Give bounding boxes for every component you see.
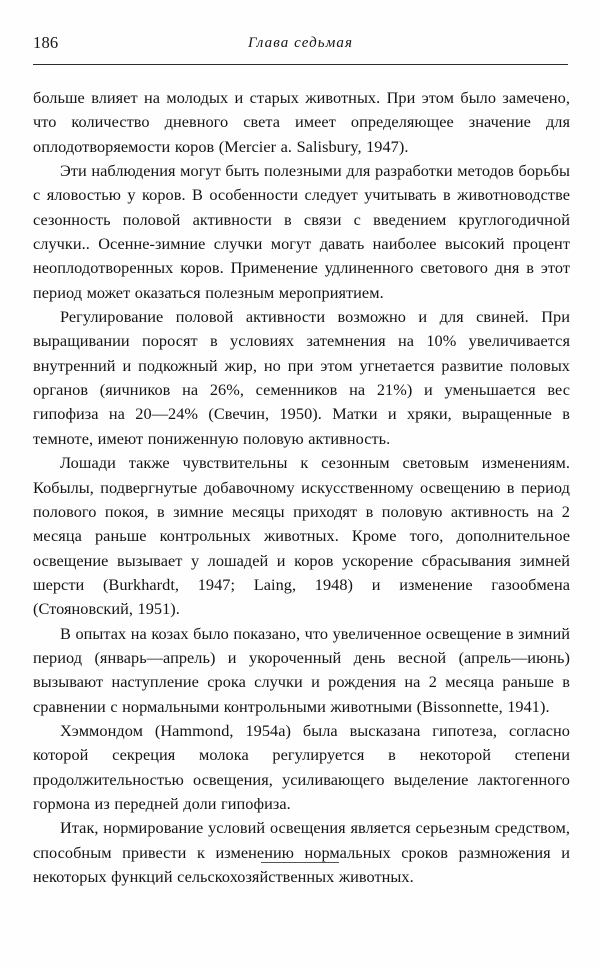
running-head bbox=[33, 33, 568, 57]
page-number: 186 bbox=[33, 33, 59, 52]
paragraph: Хэммондом (Hammond, 1954а) была высказана гипотеза, согласно которой секреция молока регулируется в некоторой степени продолжительностью освещения, усиливающего выделение лактогенного гормона из передней доли гипофиза. bbox=[33, 720, 570, 813]
header-rule bbox=[33, 64, 568, 65]
tail-ornament-rule bbox=[261, 862, 339, 863]
paragraph: В опытах на козах было показано, что увеличенное освещение в зимний период (январь—апрель) и укороченный день весной (апрель—июнь) вызывают наступление срока случки и рождения на 2 месяца раньше в сравнении с нормальными контрольными животными (Bissonnette, 1941). bbox=[33, 623, 570, 716]
chapter-title: Глава седьмая bbox=[247, 35, 354, 51]
paragraph: больше влияет на молодых и старых животных. При этом было замечено, что количество дневного света имеет определяющее значение для оплодотворяемости коров (Mercier a. Salisbury, 1947). bbox=[33, 88, 570, 156]
paragraph: Регулирование половой активности возможно и для свиней. При выращивании поросят в условиях затемнения на 10% увеличивается внутренний и подкожный жир, но при этом угнетается развитие половых органов (яичников на 26%, семенников на 21%) и уменьшается вес гипофиза на 20—24% (Свечин, 1950). Матки и хряки, выращенные в темноте, имеют пониженную половую активность. bbox=[33, 307, 570, 448]
paragraph: Эти наблюдения могут быть полезными для разработки методов борьбы с яловостью у коров. В особенности следует учитывать в животноводстве сезонность половой активности в связи с введением круглогодичной случки.. Осенне-зимние случки могут давать наиболее высокий процент неоплодотворенных коров. Применение удлиненного светового дня в этот период может оказаться полезным мероприятием. bbox=[33, 161, 570, 302]
paragraph: Итак, нормирование условий освещения является серьезным средством, способным привести к изменению нормальных сроков размножения и некоторых функций сельскохозяйственных животных. bbox=[33, 818, 570, 886]
paragraph: Лошади также чувствительны к сезонным световым изменениям. Кобылы, подвергнутые добавочному искусственному освещению в период полового покоя, в зимние месяцы приходят в половую активность на 2 месяца раньше контрольных животных. Кроме того, дополнительное освещение вызывает у лошадей и коров ускорение сбрасывания зимней шерсти (Burkhardt, 1947; Laing, 1948) и изменение газообмена (Стояновский, 1951). bbox=[33, 453, 570, 619]
body-text-block bbox=[33, 86, 570, 889]
